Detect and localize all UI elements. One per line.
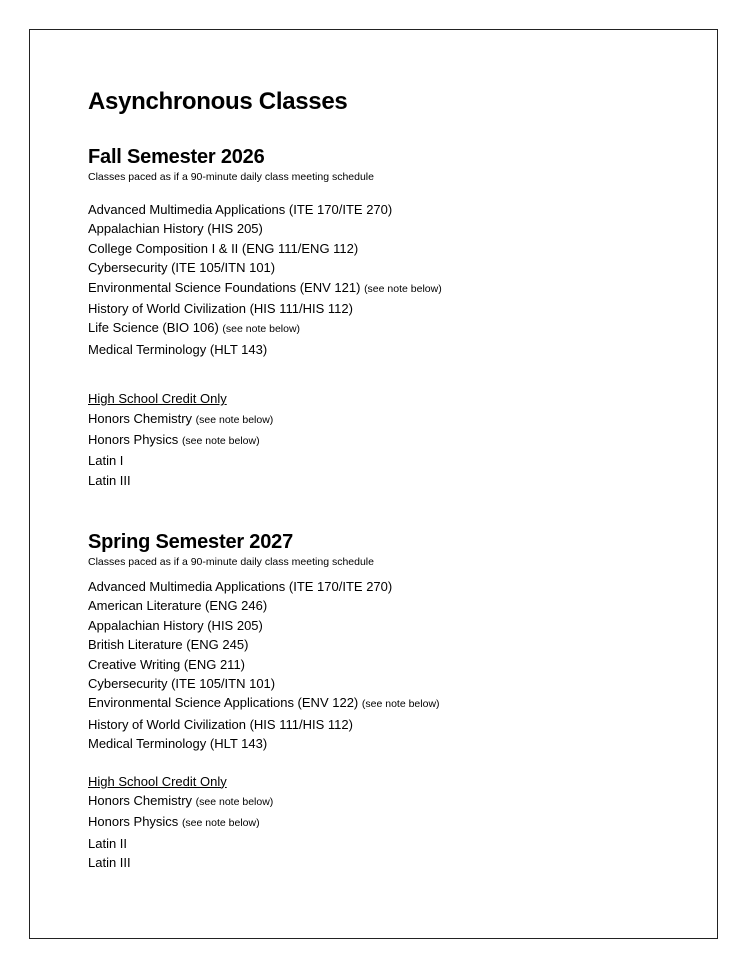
course-item [88, 715, 440, 734]
course-name: American Literature (ENG 246) [88, 598, 268, 614]
course-note: (see note below) [181, 435, 260, 448]
course-name: Honors Physics [88, 432, 179, 448]
course-name: History of World Civilization (HIS 111/HIS 112) [88, 716, 353, 732]
hs-course-list [88, 791, 440, 873]
course-item [88, 299, 442, 318]
course-name: College Composition I & II (ENG 111/ENG 112) [88, 240, 359, 256]
course-item [88, 596, 440, 615]
course-item [88, 278, 442, 299]
course-name: Advanced Multimedia Applications (ITE 170/ITE 270) [88, 579, 393, 594]
course-note: (see note below) [195, 796, 274, 809]
course-note: (see note below) [181, 817, 260, 830]
section-fall-2026 [88, 145, 442, 490]
course-item [88, 318, 442, 339]
semester-subheading: Classes paced as if a 90-minute daily class meeting schedule [88, 556, 374, 568]
course-name: Medical Terminology (HLT 143) [88, 341, 268, 357]
course-item [88, 693, 440, 714]
hs-course-item [88, 834, 440, 853]
course-name: Creative Writing (ENG 211) [88, 656, 246, 672]
semester-subheading: Classes paced as if a 90-minute daily class meeting schedule [88, 171, 374, 183]
course-name: Latin III [88, 472, 131, 488]
semester-heading: Fall Semester 2026 [88, 146, 265, 168]
high-school-credit-heading: High School Credit Only [88, 391, 227, 407]
course-name: Life Science (BIO 106) [88, 320, 219, 336]
course-name: History of World Civilization (HIS 111/HIS 112) [88, 301, 353, 317]
course-name: Honors Chemistry [88, 793, 193, 809]
hs-course-item [88, 430, 442, 451]
course-name: Honors Chemistry [88, 410, 193, 426]
course-name: Latin III [88, 855, 131, 871]
course-list [88, 577, 440, 754]
course-item [88, 219, 442, 238]
course-item [88, 200, 442, 219]
page-title: Asynchronous Classes [88, 88, 348, 115]
course-name: British Literature (ENG 245) [88, 637, 249, 653]
course-name: Cybersecurity (ITE 105/ITN 101) [88, 676, 276, 692]
course-item [88, 239, 442, 258]
hs-course-list [88, 409, 442, 491]
high-school-credit-heading: High School Credit Only [88, 773, 227, 789]
course-note: (see note below) [361, 698, 440, 711]
course-item [88, 635, 440, 654]
course-name: Cybersecurity (ITE 105/ITN 101) [88, 260, 276, 276]
hs-course-item [88, 853, 440, 872]
hs-course-item [88, 451, 442, 470]
course-name: Advanced Multimedia Applications (ITE 170/ITE 270) [88, 202, 393, 217]
course-item [88, 655, 440, 674]
course-note: (see note below) [195, 413, 274, 426]
course-item [88, 258, 442, 277]
course-item [88, 616, 440, 635]
course-name: Medical Terminology (HLT 143) [88, 736, 268, 752]
hs-course-item [88, 471, 442, 490]
course-name: Environmental Science Foundations (ENV 121) [88, 279, 361, 295]
hs-course-item [88, 409, 442, 430]
course-name: Appalachian History (HIS 205) [88, 617, 263, 633]
course-item [88, 734, 440, 753]
course-item [88, 577, 440, 596]
course-note: (see note below) [222, 323, 301, 336]
hs-course-item [88, 791, 440, 812]
course-name: Honors Physics [88, 814, 179, 830]
course-name: Latin I [88, 453, 124, 469]
course-name: Appalachian History (HIS 205) [88, 221, 263, 237]
semester-heading: Spring Semester 2027 [88, 531, 293, 553]
section-spring-2027 [88, 530, 440, 873]
hs-course-item [88, 812, 440, 833]
course-note: (see note below) [364, 282, 442, 295]
course-name: Latin II [88, 835, 128, 851]
course-name: Environmental Science Applications (ENV 122) [88, 695, 359, 711]
course-list [88, 200, 442, 359]
course-item [88, 674, 440, 693]
course-item [88, 340, 442, 359]
